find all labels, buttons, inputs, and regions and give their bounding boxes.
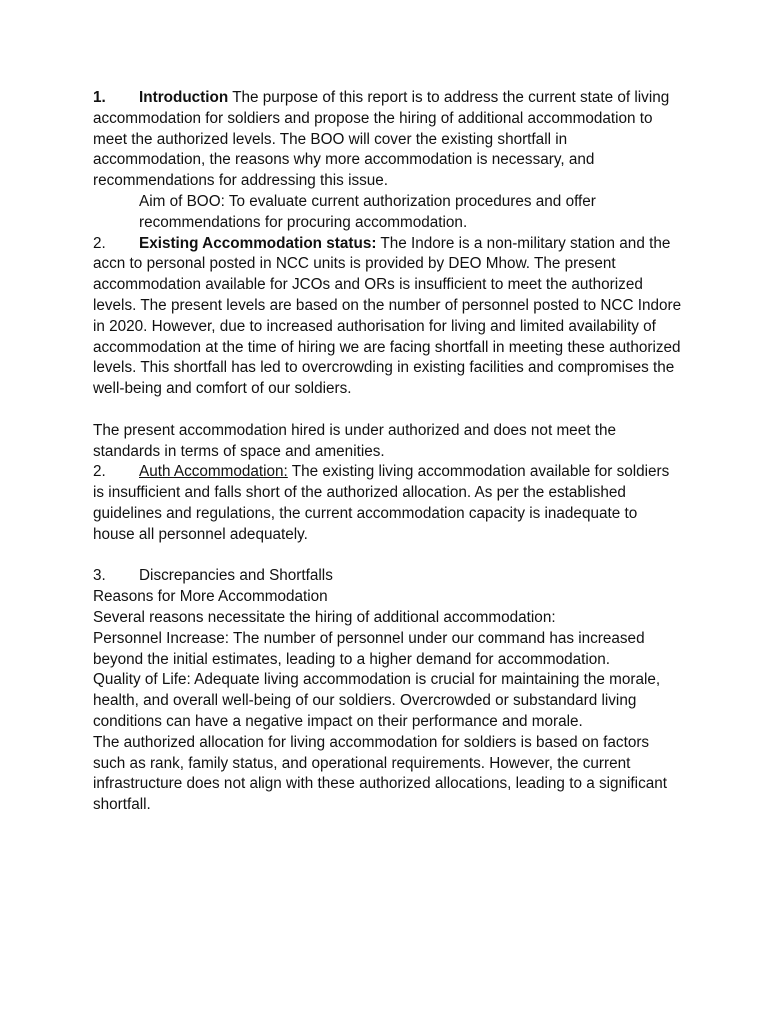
document-page — [93, 88, 683, 816]
section-2-paragraph — [93, 234, 683, 400]
section-2b-paragraph — [93, 462, 683, 545]
section-2-text: The Indore is a non-military station and the accn to personal posted in NCC units is provided by DEO Mhow. The present accommodation available for JCOs and ORs is insufficient to meet the authorized levels. The present levels are based on the number of personnel posted to NCC Indore in 2020. However, due to increased authorisation for living and limited availability of accommodation at the time of hiring we are facing shortfall in meeting these authorized levels. This shortfall has led to overcrowding in existing facilities and compromises the well-being and comfort of our soldiers. — [93, 234, 682, 398]
section-3-number: 3. — [93, 567, 106, 585]
section-2-heading: Existing Accommodation status: — [139, 234, 377, 252]
section-1-paragraph — [93, 88, 683, 192]
boo-aim: Aim of BOO: To evaluate current authorization procedures and offer recommendations for procuring accommodation. — [139, 192, 596, 231]
section-2b-heading: Auth Accommodation: — [139, 463, 288, 481]
section-3-heading-line — [93, 566, 683, 587]
section-3-heading: Discrepancies and Shortfalls — [139, 567, 333, 585]
section-3-intro: Several reasons necessitate the hiring of additional accommodation: — [93, 608, 556, 626]
section-3-subheading: Reasons for More Accommodation — [93, 588, 328, 606]
spacer — [93, 546, 683, 567]
section-1-heading: Introduction — [139, 89, 229, 106]
quality-of-life-paragraph: Quality of Life: Adequate living accommodation is crucial for maintaining the morale, health, and overall well-being of our soldiers. Overcrowded or substandard living conditions can have a negative impact on their performance and morale. — [93, 671, 661, 730]
section-2-number: 2. — [93, 234, 106, 252]
personnel-increase-paragraph: Personnel Increase: The number of personnel under our command has increased beyond the initial estimates, leading to a higher demand for accommodation. — [93, 629, 645, 668]
section-2b-text: The existing living accommodation available for soldiers is insufficient and falls short of the authorized allocation. As per the established guidelines and regulations, the current accommodation capacity is inadequate to house all personnel adequately. — [93, 463, 670, 543]
spacer — [93, 400, 683, 421]
section-1-text: The purpose of this report is to address the current state of living accommodation for soldiers and propose the hiring of additional accommodation to meet the authorized levels. The BOO will cover the existing shortfall in accommodation, the reasons why more accommodation is necessary, and recommendations for addressing this issue. — [93, 89, 670, 190]
section-1-number: 1. — [93, 89, 106, 106]
present-accommodation-paragraph: The present accommodation hired is under authorized and does not meet the standards in terms of space and amenities. — [93, 421, 616, 460]
authorized-allocation-paragraph: The authorized allocation for living accommodation for soldiers is based on factors such as rank, family status, and operational requirements. However, the current infrastructure does not align with these authorized allocations, leading to a significant shortfall. — [93, 733, 667, 814]
section-2b-number: 2. — [93, 463, 106, 481]
